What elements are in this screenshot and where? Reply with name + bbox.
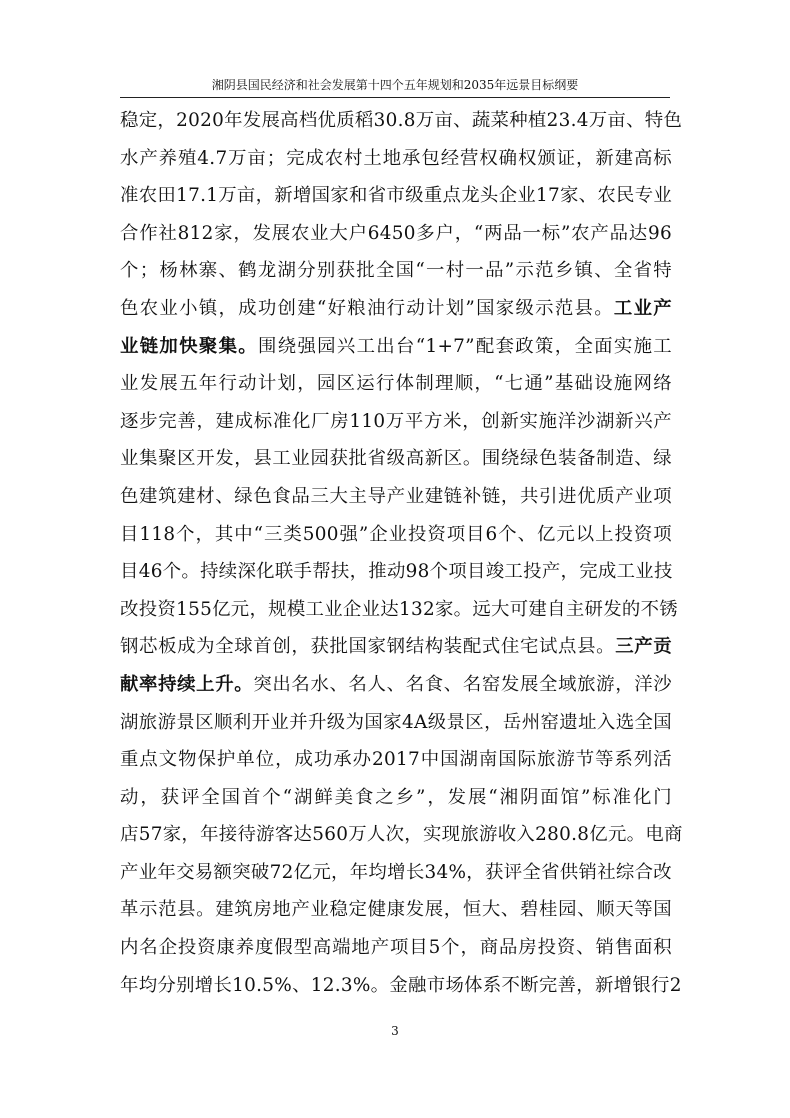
- text-line: [120, 741, 672, 779]
- text-run: 围绕强园兴工出台“1+7”配套政策，全面实施工: [258, 335, 673, 357]
- text-line: [120, 929, 672, 967]
- page-number: 3: [391, 1024, 399, 1038]
- text-line: [120, 440, 672, 478]
- text-line: [120, 102, 683, 140]
- text-run: 目46个。持续深化联手帮扶，推动98个项目竣工投产，完成工业技: [120, 561, 673, 583]
- text-run: 合作社812家，发展农业大户6450多户，“两品一标”农产品达96: [120, 222, 672, 244]
- text-run: 色建筑建材、绿色食品三大主导产业建链补链，共引进优质产业项: [120, 485, 672, 507]
- bold-heading-run: 工业产: [613, 297, 672, 319]
- text-run: 稳定，2020年发展高档优质稻30.8万亩、蔬菜种植23.4万亩、特色: [120, 110, 683, 131]
- text-line: [120, 704, 672, 742]
- text-line: [120, 779, 672, 817]
- text-run: 准农田17.1万亩，新增国家和省市级重点龙头企业17家、农民专业: [120, 185, 673, 207]
- text-run: 店57家，年接待游客达560万人次，实现旅游收入280.8亿元。电商: [120, 824, 683, 846]
- text-line: [120, 252, 672, 290]
- text-line: [120, 478, 672, 516]
- text-run: 业集聚区开发，县工业园获批省级高新区。围绕绿色装备制造、绿: [120, 448, 672, 470]
- text-run: 重点文物保护单位，成功承办2017中国湖南国际旅游节等系列活: [120, 749, 672, 771]
- text-line: [120, 854, 672, 892]
- text-run: 水产养殖4.7万亩；完成农村土地承包经营权确权颁证，新建高标: [120, 147, 672, 169]
- text-line: [120, 516, 672, 554]
- text-line: [120, 891, 672, 929]
- text-run: 钢芯板成为全球首创，获批国家钢结构装配式住宅试点县。: [120, 636, 616, 658]
- text-run: 个；杨林寨、鹤龙湖分别获批全国“一村一品”示范乡镇、全省特: [120, 260, 672, 282]
- text-run: 改投资155亿元，规模工业企业达132家。远大可建自主研发的不锈: [120, 598, 678, 620]
- text-line: [120, 628, 672, 666]
- bold-heading-run: 三产贡: [615, 636, 672, 658]
- text-line: [120, 666, 672, 704]
- text-line: [120, 403, 672, 441]
- text-run: 突出名水、名人、名食、名窑发展全域旅游，洋沙: [253, 673, 672, 695]
- text-run: 内名企投资康养度假型高端地产项目5个，商品房投资、销售面积: [120, 937, 672, 959]
- text-line: [120, 365, 672, 403]
- text-line: [120, 215, 672, 253]
- text-line: [120, 967, 682, 1005]
- text-line: [120, 290, 672, 328]
- text-line: [120, 553, 672, 591]
- text-line: [120, 591, 678, 629]
- bold-heading-run: 业链加快聚集。: [120, 335, 259, 357]
- text-run: 业发展五年行动计划，园区运行体制理顺，“七通”基础设施网络: [120, 373, 672, 395]
- text-line: [120, 177, 672, 215]
- text-line: [120, 816, 683, 854]
- text-run: 年均分别增长10.5%、12.3%。金融市场体系不断完善，新增银行2: [120, 974, 682, 996]
- text-run: 目118个，其中“三类500强”企业投资项目6个、亿元以上投资项: [120, 523, 672, 545]
- header-title: 湘阴县国民经济和社会发展第十四个五年规划和2035年远景目标纲要: [211, 78, 579, 92]
- text-run: 革示范县。建筑房地产业稳定健康发展，恒大、碧桂园、顺天等国: [120, 899, 672, 921]
- text-run: 色农业小镇，成功创建“好粮油行动计划”国家级示范县。: [120, 297, 614, 319]
- body-text: [120, 102, 683, 1004]
- text-run: 逐步完善，建成标准化厂房110万平方米，创新实施洋沙湖新兴产: [120, 410, 672, 432]
- bold-heading-run: 献率持续上升。: [120, 673, 254, 695]
- text-line: [120, 328, 672, 366]
- text-run: 动，获评全国首个“湖鲜美食之乡”，发展“湘阴面馆”标准化门: [120, 786, 672, 808]
- text-run: 湖旅游景区顺利开业并升级为国家4A级景区，岳州窑遗址入选全国: [120, 711, 672, 733]
- text-line: [120, 140, 672, 178]
- running-header: [120, 76, 670, 98]
- text-run: 产业年交易额突破72亿元，年均增长34%，获评全省供销社综合改: [120, 861, 672, 883]
